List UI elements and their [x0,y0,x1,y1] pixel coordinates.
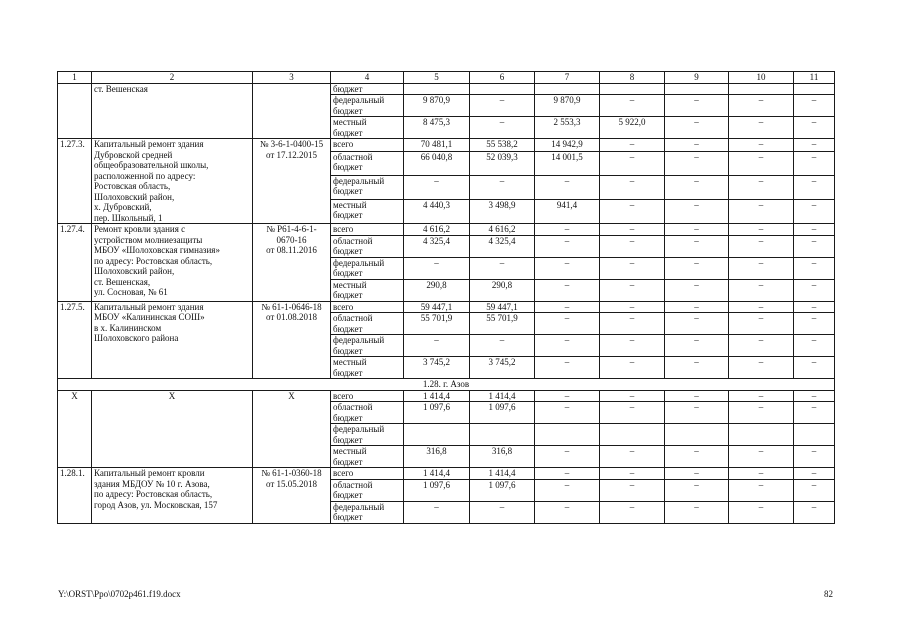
amount-cell: – [794,257,835,279]
amount-cell: – [794,139,835,152]
amount-cell: – [535,468,600,480]
column-number-header: 5 [404,72,470,84]
amount-cell: – [794,235,835,257]
amount-cell: – [794,357,835,379]
amount-cell: – [600,468,665,480]
amount-cell: – [600,479,665,501]
amount-cell: – [729,117,794,139]
amount-cell: – [794,390,835,402]
funding-source: федеральный бюджет [331,335,404,357]
item-code: 1.27.5. [58,301,92,379]
table-row [58,301,835,313]
amount-cell: 55 701,9 [470,313,535,335]
amount-cell: – [794,479,835,501]
amount-cell: – [665,390,729,402]
amount-cell [729,83,794,95]
document-reference [253,83,331,139]
amount-cell [404,83,470,95]
funding-source: федеральный бюджет [331,95,404,117]
funding-source: областной бюджет [331,479,404,501]
item-code: 1.28.1. [58,468,92,524]
amount-cell: – [535,402,600,424]
amount-cell: – [600,446,665,468]
amount-cell: – [404,257,470,279]
amount-cell: – [729,357,794,379]
amount-cell: 55 701,9 [404,313,470,335]
amount-cell: – [535,501,600,523]
amount-cell: – [665,224,729,236]
amount-cell: – [794,199,835,223]
amount-cell: – [665,335,729,357]
funding-source: федеральный бюджет [331,175,404,199]
column-number-header: 9 [665,72,729,84]
amount-cell: 9 870,9 [535,95,600,117]
funding-source: местный бюджет [331,279,404,301]
amount-cell: – [600,257,665,279]
funding-source: местный бюджет [331,199,404,223]
budget-table [57,71,835,524]
amount-cell [665,424,729,446]
item-name: Х [92,390,253,468]
amount-cell: 941,4 [535,199,600,223]
column-number-header: 10 [729,72,794,84]
column-number-header: 11 [794,72,835,84]
amount-cell: – [729,313,794,335]
amount-cell: 4 325,4 [404,235,470,257]
amount-cell [600,83,665,95]
amount-cell: – [665,357,729,379]
amount-cell: 70 481,1 [404,139,470,152]
funding-source: федеральный бюджет [331,501,404,523]
amount-cell: 8 475,3 [404,117,470,139]
amount-cell: – [535,335,600,357]
amount-cell [404,424,470,446]
funding-source: местный бюджет [331,117,404,139]
document-reference: № 61-1-0646-18 от 01.08.2018 [253,301,331,379]
amount-cell: 290,8 [404,279,470,301]
column-number-header: 7 [535,72,600,84]
document-reference: № Р61-4-6-1- 0670-16 от 08.11.2016 [253,224,331,302]
funding-source: бюджет [331,83,404,95]
amount-cell: – [794,301,835,313]
table-row [58,139,835,152]
amount-cell: – [729,501,794,523]
amount-cell: – [535,479,600,501]
amount-cell: – [535,357,600,379]
table-body [58,72,835,524]
amount-cell: 3 745,2 [404,357,470,379]
amount-cell: – [665,279,729,301]
amount-cell: – [794,468,835,480]
amount-cell: – [729,301,794,313]
amount-cell: 1 097,6 [470,402,535,424]
file-path: Y:\ORST\Ppo\0702p461.f19.docx [58,589,181,599]
amount-cell: 1 414,4 [404,468,470,480]
amount-cell: – [794,279,835,301]
document-reference: № 3-6-1-0400-15 от 17.12.2015 [253,139,331,224]
amount-cell: – [535,257,600,279]
amount-cell: 1 097,6 [404,479,470,501]
amount-cell: – [600,199,665,223]
amount-cell: – [600,151,665,175]
amount-cell: 1 414,4 [404,390,470,402]
amount-cell: – [535,313,600,335]
amount-cell: – [470,335,535,357]
amount-cell: – [470,257,535,279]
document-reference: № 61-1-0360-18 от 15.05.2018 [253,468,331,524]
amount-cell [600,424,665,446]
amount-cell: – [535,390,600,402]
amount-cell: – [729,199,794,223]
table-row [58,468,835,480]
amount-cell: 55 538,2 [470,139,535,152]
amount-cell [794,424,835,446]
section-row [58,379,835,391]
funding-source: областной бюджет [331,235,404,257]
amount-cell: – [600,501,665,523]
item-name: ст. Вешенская [92,83,253,139]
amount-cell: – [665,468,729,480]
amount-cell: – [794,117,835,139]
funding-source: всего [331,301,404,313]
document-reference: Х [253,390,331,468]
amount-cell: – [665,117,729,139]
table-row [58,224,835,236]
funding-source: местный бюджет [331,446,404,468]
amount-cell: – [665,151,729,175]
amount-cell [794,83,835,95]
amount-cell: – [470,501,535,523]
amount-cell [535,83,600,95]
amount-cell: – [600,139,665,152]
amount-cell: – [794,151,835,175]
funding-source: областной бюджет [331,313,404,335]
amount-cell: – [404,175,470,199]
amount-cell: – [600,357,665,379]
amount-cell: – [729,175,794,199]
amount-cell: – [729,468,794,480]
funding-source: всего [331,390,404,402]
item-code: 1.27.4. [58,224,92,302]
amount-cell: – [535,279,600,301]
column-number-header: 3 [253,72,331,84]
funding-source: всего [331,468,404,480]
page-number: 82 [824,589,833,599]
amount-cell: – [729,479,794,501]
item-code: 1.27.3. [58,139,92,224]
amount-cell: – [665,175,729,199]
table-row [58,83,835,95]
funding-source: всего [331,224,404,236]
amount-cell: – [535,175,600,199]
amount-cell: – [535,224,600,236]
funding-source: федеральный бюджет [331,424,404,446]
funding-source: всего [331,139,404,152]
amount-cell [470,424,535,446]
amount-cell: – [600,175,665,199]
amount-cell: – [600,235,665,257]
amount-cell: 316,8 [404,446,470,468]
amount-cell: – [729,95,794,117]
table-row [58,390,835,402]
amount-cell: – [665,199,729,223]
amount-cell: – [600,95,665,117]
amount-cell: – [794,402,835,424]
amount-cell: – [600,335,665,357]
amount-cell: 3 745,2 [470,357,535,379]
column-number-header: 6 [470,72,535,84]
amount-cell: – [535,235,600,257]
amount-cell: – [600,313,665,335]
amount-cell: – [729,151,794,175]
amount-cell [729,424,794,446]
amount-cell: – [470,175,535,199]
amount-cell: – [729,390,794,402]
amount-cell: – [729,257,794,279]
amount-cell: – [665,139,729,152]
funding-source: областной бюджет [331,151,404,175]
item-name: Ремонт кровли здания с устройством молниезащиты МБОУ «Шолоховская гимназия» по адресу: Ростовская область, Шолоховский район, ст. Вешенская, ул. Сосновая, № 61 [92,224,253,302]
amount-cell: – [404,501,470,523]
item-code [58,83,92,139]
amount-cell: 4 616,2 [470,224,535,236]
amount-cell: 59 447,1 [404,301,470,313]
amount-cell: – [665,501,729,523]
amount-cell: 14 001,5 [535,151,600,175]
amount-cell: 2 553,3 [535,117,600,139]
amount-cell: 5 922,0 [600,117,665,139]
header-row [58,72,835,84]
amount-cell: 59 447,1 [470,301,535,313]
amount-cell: – [600,301,665,313]
amount-cell: – [470,117,535,139]
item-code: Х [58,390,92,468]
amount-cell: 4 616,2 [404,224,470,236]
item-name: Капитальный ремонт кровли здания МБДОУ № 10 г. Азова, по адресу: Ростовская область, город Азов, ул. Московская, 157 [92,468,253,524]
amount-cell: 52 039,3 [470,151,535,175]
column-number-header: 2 [92,72,253,84]
amount-cell: – [794,446,835,468]
amount-cell: – [794,313,835,335]
amount-cell: 1 097,6 [404,402,470,424]
funding-source: местный бюджет [331,357,404,379]
amount-cell: – [794,501,835,523]
amount-cell: – [665,235,729,257]
amount-cell: 1 414,4 [470,468,535,480]
amount-cell: 66 040,8 [404,151,470,175]
amount-cell: 1 097,6 [470,479,535,501]
amount-cell: – [729,402,794,424]
amount-cell: – [600,390,665,402]
amount-cell: – [729,279,794,301]
amount-cell: – [729,335,794,357]
amount-cell: – [600,224,665,236]
funding-source: областной бюджет [331,402,404,424]
amount-cell: 14 942,9 [535,139,600,152]
amount-cell [665,83,729,95]
column-number-header: 4 [331,72,404,84]
amount-cell: 290,8 [470,279,535,301]
amount-cell: – [729,224,794,236]
amount-cell: – [665,95,729,117]
amount-cell: – [729,446,794,468]
item-name: Капитальный ремонт здания Дубровской средней общеобразовательной школы, расположенной по адресу: Ростовская область, Шолоховский район, х. Дубровский, пер. Школьный, 1 [92,139,253,224]
amount-cell: – [729,139,794,152]
amount-cell [470,83,535,95]
amount-cell: – [665,301,729,313]
amount-cell: – [794,224,835,236]
amount-cell: – [404,335,470,357]
column-number-header: 8 [600,72,665,84]
amount-cell: – [600,402,665,424]
section-title: 1.28. г. Азов [58,379,835,391]
amount-cell: – [535,301,600,313]
amount-cell: 1 414,4 [470,390,535,402]
amount-cell: – [535,446,600,468]
amount-cell: – [665,402,729,424]
column-number-header: 1 [58,72,92,84]
amount-cell: – [794,175,835,199]
amount-cell: – [665,313,729,335]
amount-cell [535,424,600,446]
amount-cell: – [794,335,835,357]
amount-cell: 9 870,9 [404,95,470,117]
amount-cell: – [729,235,794,257]
amount-cell: 3 498,9 [470,199,535,223]
amount-cell: – [794,95,835,117]
amount-cell: 316,8 [470,446,535,468]
amount-cell: 4 440,3 [404,199,470,223]
funding-source: федеральный бюджет [331,257,404,279]
item-name: Капитальный ремонт здания МБОУ «Калининская СОШ» в х. Калининском Шолоховского района [92,301,253,379]
amount-cell: – [665,446,729,468]
amount-cell: – [665,479,729,501]
amount-cell: – [470,95,535,117]
amount-cell: – [665,257,729,279]
amount-cell: – [600,279,665,301]
amount-cell: 4 325,4 [470,235,535,257]
